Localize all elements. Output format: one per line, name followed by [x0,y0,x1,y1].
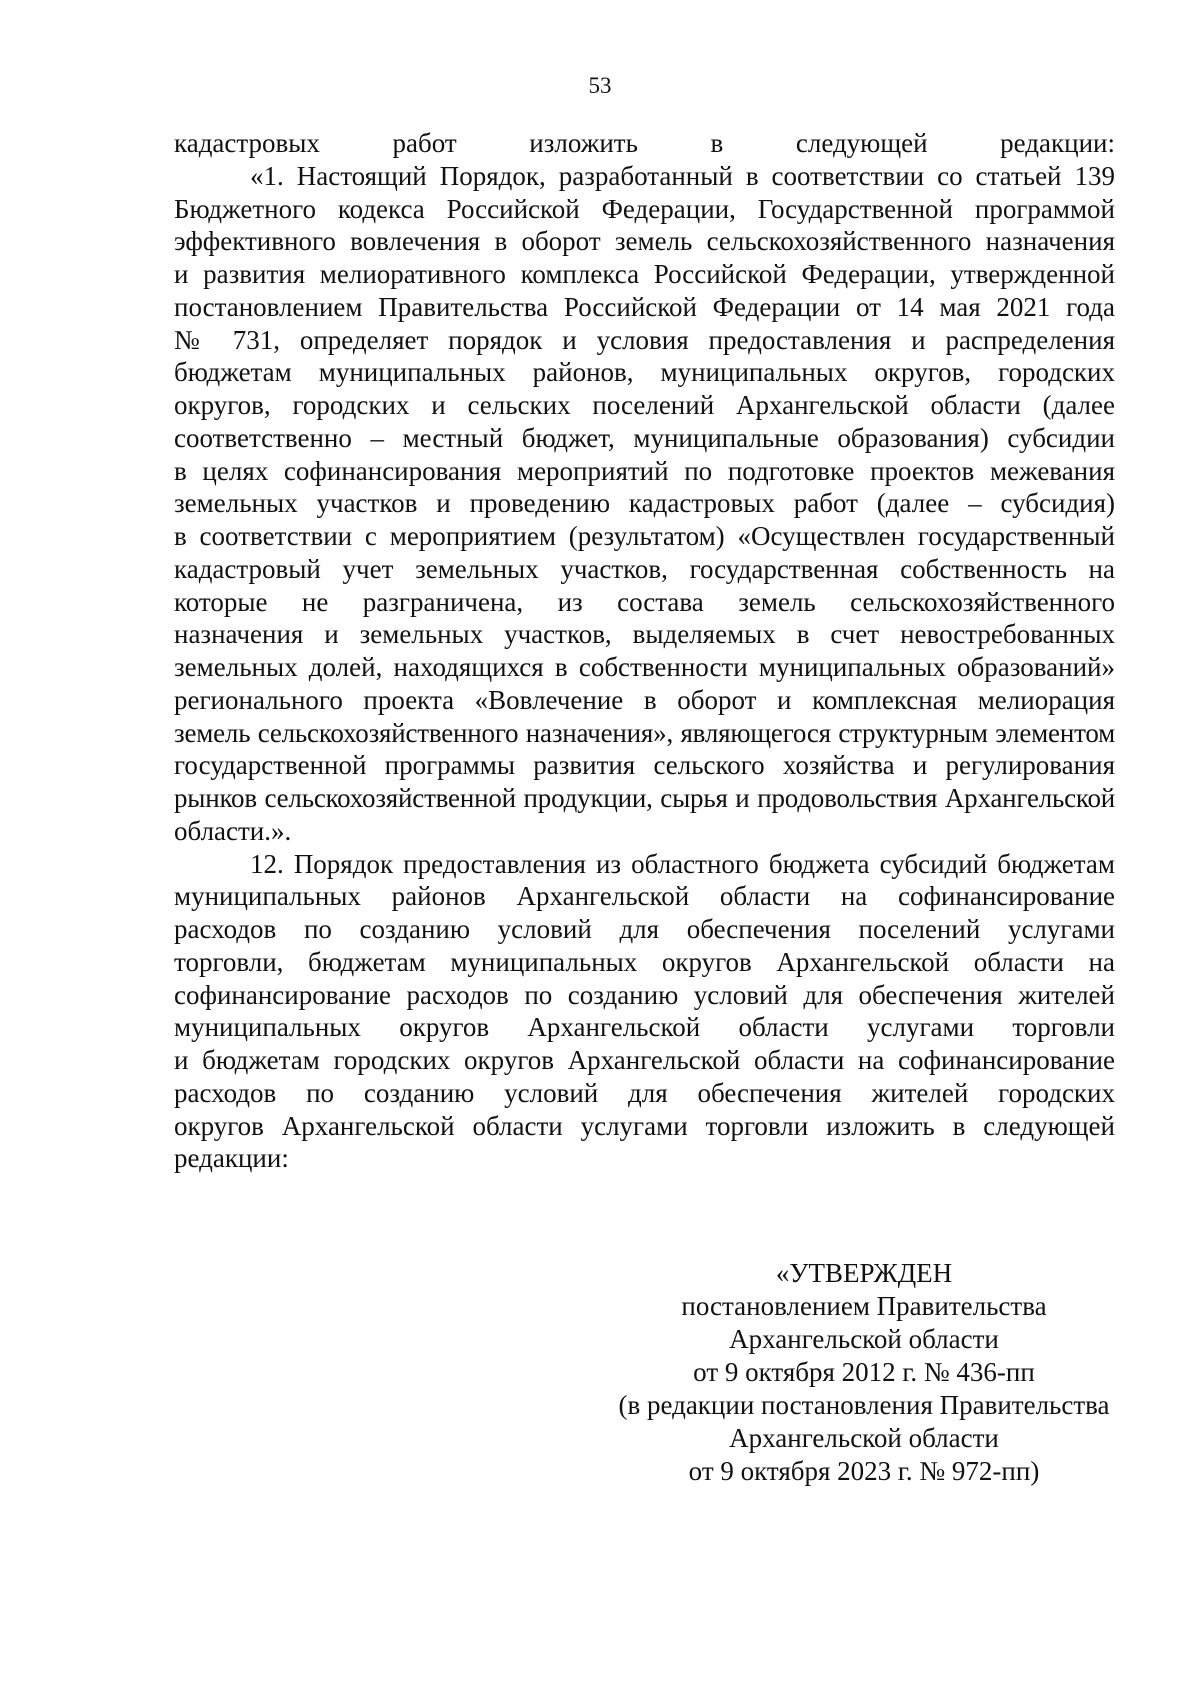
text-line: муниципальных округов Архангельской области услугами торговли [174,1012,1115,1043]
paragraph-1-last-line: области.». [174,815,292,846]
text-line: расходов по созданию условий для обеспечения жителей городских [174,1077,1115,1108]
text-line: расходов по созданию условий для обеспечения поселений услугами [174,914,1115,944]
text-line: кадастровый учет земельных участков, государственная собственность на [174,553,1115,584]
approval-line: Архангельской области [729,1423,999,1453]
text-line: и развития мелиоративного комплекса Российской Федерации, утвержденной [174,259,1115,289]
text-line: софинансирование расходов по созданию условий для обеспечения жителей [174,979,1115,1010]
text-line: назначения и земельных участков, выделяемых в счет невостребованных [174,619,1115,650]
approval-heading: «УТВЕРЖДЕН [775,1258,953,1288]
text-line: регионального проекта «Вовлечение в оборот и комплексная мелиорация [174,684,1115,715]
text-line: и бюджетам городских округов Архангельской области на софинансирование [174,1045,1115,1075]
approval-line: от 9 октября 2023 г. № 972-пп) [688,1456,1040,1486]
text-line: земель сельскохозяйственного назначения», являющегося структурным элементом [174,717,1115,748]
text-line: соответственно – местный бюджет, муниципальные образования) субсидии [174,422,1115,453]
text-line: постановлением Правительства Российской Федерации от 14 мая 2021 года [174,291,1115,322]
text-line: округов Архангельской области услугами торговли изложить в следующей [174,1110,1115,1141]
text-line: рынков сельскохозяйственной продукции, сырья и продовольствия Архангельской [174,783,1115,813]
text-line: муниципальных районов Архангельской области на софинансирование [174,881,1115,912]
paragraph-12-first-line: 12. Порядок предоставления из областного бюджета субсидий бюджетам [250,848,1115,879]
approval-line: Архангельской области [729,1324,999,1354]
approval-line: (в редакции постановления Правительства [618,1390,1110,1420]
paragraph-12-last-line: редакции: [174,1143,289,1174]
text-line: округов, городских и сельских поселений Архангельской области (далее [174,390,1115,420]
text-line: в целях софинансирования мероприятий по подготовке проектов межевания [174,455,1115,486]
approval-line: от 9 октября 2012 г. № 436-пп [693,1357,1035,1387]
text-line: бюджетам муниципальных районов, муниципальных округов, городских [174,357,1115,388]
text-line: эффективного вовлечения в оборот земель сельскохозяйственного назначения [174,226,1115,257]
paragraph-1-first-line: «1. Настоящий Порядок, разработанный в соответствии со статьей 139 [250,160,1115,191]
page-number: 53 [588,73,612,98]
approval-stamp-block [594,1257,1134,1488]
body-text [174,127,1115,1175]
text-line: в соответствии с мероприятием (результатом) «Осуществлен государственный [174,521,1115,551]
text-line: земельных участков и проведению кадастровых работ (далее – субсидия) [174,488,1115,519]
text-line: торговли, бюджетам муниципальных округов Архангельской области на [174,946,1115,977]
text-line: № 731, определяет порядок и условия предоставления и распределения [174,324,1115,355]
text-line: государственной программы развития сельского хозяйства и регулирования [174,750,1115,781]
text-line: земельных долей, находящихся в собственности муниципальных образований» [174,652,1115,682]
text-line: которые не разграничена, из состава земель сельскохозяйственного [174,586,1115,617]
approval-line: постановлением Правительства [681,1291,1047,1321]
text-line: Бюджетного кодекса Российской Федерации, Государственной программой [174,193,1115,224]
text-line: кадастровых работ изложить в следующей редакции: [174,128,1115,158]
